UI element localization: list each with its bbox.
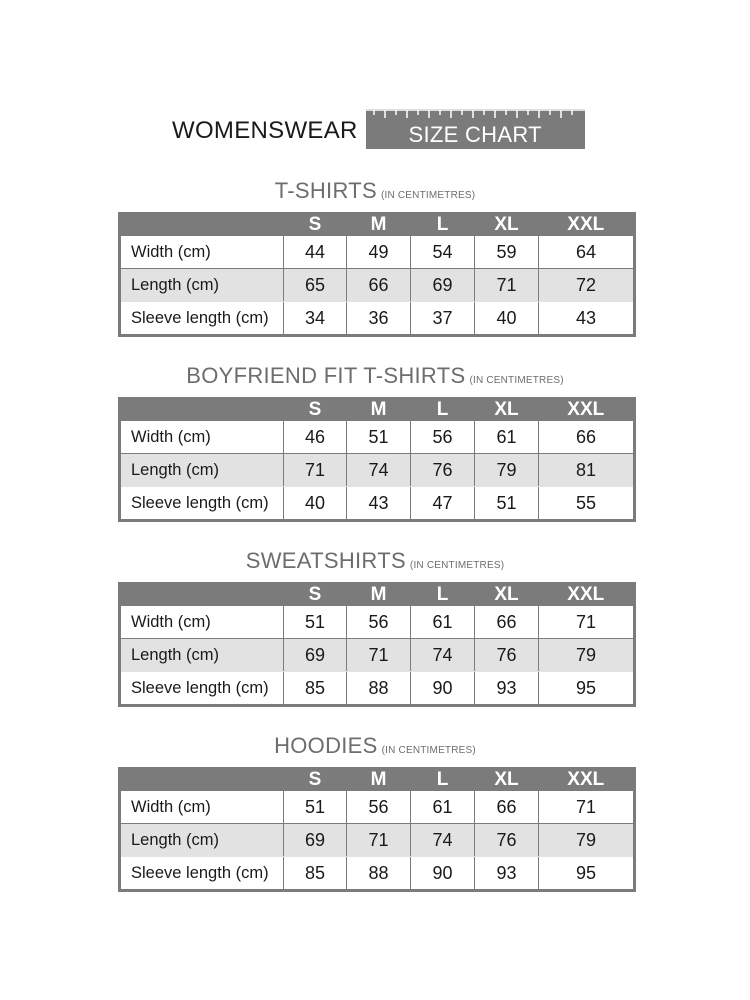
cell-value: 43 (347, 487, 411, 521)
cell-value: 76 (411, 454, 475, 487)
table-row (120, 269, 635, 302)
header-blank-cell (120, 584, 284, 606)
unit-note: (IN CENTIMETRES) (380, 190, 476, 201)
size-header-m: M (347, 584, 411, 606)
table-row (120, 672, 635, 706)
size-header-xl: XL (475, 214, 539, 236)
cell-value: 66 (539, 421, 635, 454)
unit-note: (IN CENTIMETRES) (409, 560, 505, 571)
cell-value: 51 (347, 421, 411, 454)
cell-value: 95 (539, 857, 635, 891)
row-label: Width (cm) (120, 236, 284, 269)
table-row (120, 606, 635, 639)
cell-value: 69 (284, 639, 347, 672)
cell-value: 71 (347, 824, 411, 857)
cell-value: 54 (411, 236, 475, 269)
cell-value: 51 (284, 791, 347, 824)
cell-value: 46 (284, 421, 347, 454)
size-header-s: S (284, 399, 347, 421)
cell-value: 71 (539, 606, 635, 639)
cell-value: 56 (411, 421, 475, 454)
cell-value: 76 (475, 824, 539, 857)
cell-value: 85 (284, 857, 347, 891)
cell-value: 90 (411, 672, 475, 706)
row-label: Width (cm) (120, 421, 284, 454)
row-label: Sleeve length (cm) (120, 857, 284, 891)
badge-label: SIZE CHART (408, 122, 542, 147)
section-title: T-SHIRTS (274, 178, 377, 203)
brand-title: WOMENSWEAR (172, 117, 358, 144)
cell-value: 40 (284, 487, 347, 521)
cell-value: 74 (411, 824, 475, 857)
header-blank-cell (120, 214, 284, 236)
size-header-xxl: XXL (539, 399, 635, 421)
cell-value: 61 (411, 606, 475, 639)
cell-value: 79 (475, 454, 539, 487)
table-row (120, 857, 635, 891)
table-row (120, 487, 635, 521)
cell-value: 90 (411, 857, 475, 891)
size-header-l: L (411, 769, 475, 791)
cell-value: 76 (475, 639, 539, 672)
size-table-hoodies (118, 767, 636, 892)
cell-value: 79 (539, 824, 635, 857)
cell-value: 36 (347, 302, 411, 336)
size-header-xxl: XXL (539, 584, 635, 606)
size-header-l: L (411, 399, 475, 421)
cell-value: 65 (284, 269, 347, 302)
unit-note: (IN CENTIMETRES) (469, 375, 564, 386)
cell-value: 74 (347, 454, 411, 487)
row-label: Length (cm) (120, 639, 284, 672)
cell-value: 56 (347, 606, 411, 639)
cell-value: 61 (475, 421, 539, 454)
cell-value: 64 (539, 236, 635, 269)
size-table-boyfriend-fit (118, 397, 636, 522)
cell-value: 59 (475, 236, 539, 269)
section-title-boyfriend-fit (0, 363, 750, 389)
cell-value: 55 (539, 487, 635, 521)
cell-value: 71 (475, 269, 539, 302)
section-title: BOYFRIEND FIT T-SHIRTS (186, 363, 466, 388)
cell-value: 44 (284, 236, 347, 269)
cell-value: 34 (284, 302, 347, 336)
table-row (120, 791, 635, 824)
size-table-sweatshirts (118, 582, 636, 707)
cell-value: 93 (475, 672, 539, 706)
cell-value: 79 (539, 639, 635, 672)
size-header-m: M (347, 214, 411, 236)
size-header-xl: XL (475, 399, 539, 421)
cell-value: 56 (347, 791, 411, 824)
cell-value: 51 (284, 606, 347, 639)
cell-value: 93 (475, 857, 539, 891)
cell-value: 47 (411, 487, 475, 521)
cell-value: 95 (539, 672, 635, 706)
cell-value: 74 (411, 639, 475, 672)
cell-value: 81 (539, 454, 635, 487)
cell-value: 71 (539, 791, 635, 824)
table-header-row (120, 214, 635, 236)
header-blank-cell (120, 769, 284, 791)
size-header-s: S (284, 214, 347, 236)
table-header-row (120, 399, 635, 421)
cell-value: 66 (347, 269, 411, 302)
cell-value: 51 (475, 487, 539, 521)
header-blank-cell (120, 399, 284, 421)
cell-value: 88 (347, 857, 411, 891)
section-title-sweatshirts (0, 548, 750, 574)
cell-value: 72 (539, 269, 635, 302)
page-header (172, 108, 585, 150)
cell-value: 71 (284, 454, 347, 487)
cell-value: 40 (475, 302, 539, 336)
table-row (120, 302, 635, 336)
row-label: Sleeve length (cm) (120, 487, 284, 521)
row-label: Width (cm) (120, 606, 284, 639)
size-header-s: S (284, 584, 347, 606)
table-row (120, 454, 635, 487)
cell-value: 66 (475, 791, 539, 824)
table-header-row (120, 584, 635, 606)
size-table-t-shirts (118, 212, 636, 337)
size-chart-badge (366, 109, 585, 149)
section-title: SWEATSHIRTS (245, 548, 406, 573)
unit-note: (IN CENTIMETRES) (381, 745, 476, 756)
table-row (120, 824, 635, 857)
row-label: Length (cm) (120, 454, 284, 487)
cell-value: 69 (411, 269, 475, 302)
cell-value: 85 (284, 672, 347, 706)
row-label: Sleeve length (cm) (120, 302, 284, 336)
row-label: Length (cm) (120, 824, 284, 857)
size-header-l: L (411, 584, 475, 606)
cell-value: 66 (475, 606, 539, 639)
table-row (120, 421, 635, 454)
cell-value: 49 (347, 236, 411, 269)
section-title-hoodies (0, 733, 750, 759)
section-title: HOODIES (274, 733, 378, 758)
ruler-icon (366, 109, 585, 121)
size-header-s: S (284, 769, 347, 791)
size-header-l: L (411, 214, 475, 236)
size-header-xxl: XXL (539, 214, 635, 236)
size-header-xl: XL (475, 769, 539, 791)
cell-value: 88 (347, 672, 411, 706)
table-header-row (120, 769, 635, 791)
cell-value: 43 (539, 302, 635, 336)
cell-value: 71 (347, 639, 411, 672)
cell-value: 69 (284, 824, 347, 857)
section-title-t-shirts (0, 178, 750, 204)
size-header-m: M (347, 399, 411, 421)
table-row (120, 639, 635, 672)
row-label: Width (cm) (120, 791, 284, 824)
size-header-m: M (347, 769, 411, 791)
cell-value: 37 (411, 302, 475, 336)
cell-value: 61 (411, 791, 475, 824)
row-label: Sleeve length (cm) (120, 672, 284, 706)
size-header-xl: XL (475, 584, 539, 606)
size-header-xxl: XXL (539, 769, 635, 791)
row-label: Length (cm) (120, 269, 284, 302)
table-row (120, 236, 635, 269)
